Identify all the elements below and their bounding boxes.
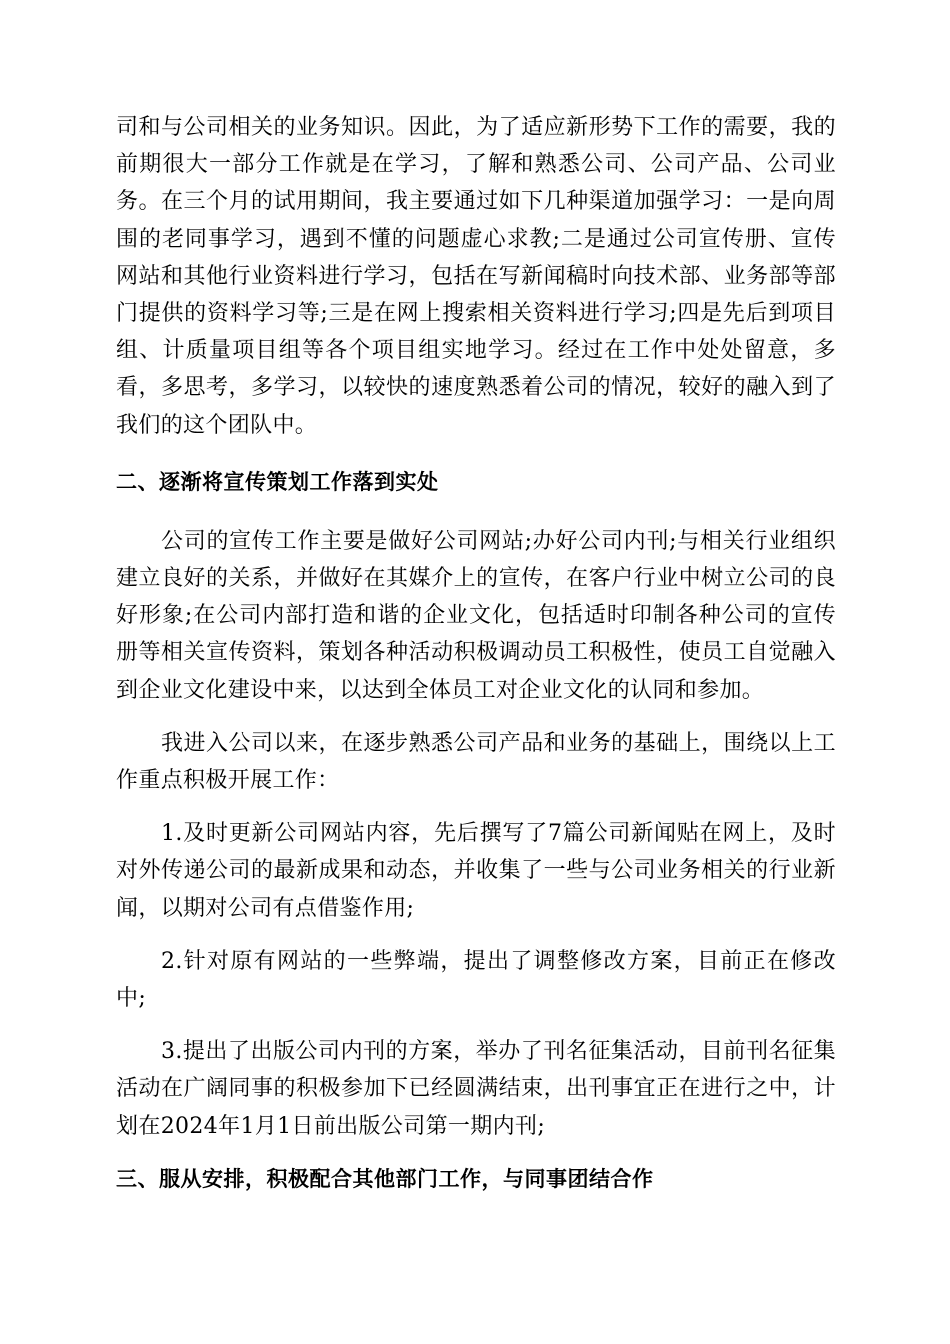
list-item-website-revision: 2.针对原有网站的一些弊端，提出了调整修改方案，目前正在修改中; <box>116 948 836 1012</box>
paragraph-work-focus: 我进入公司以来，在逐步熟悉公司产品和业务的基础上，围绕以上工作重点积极开展工作： <box>116 730 836 794</box>
section-heading-publicity: 二、逐渐将宣传策划工作落到实处 <box>116 469 439 494</box>
document-body <box>116 109 836 1220</box>
paragraph-publicity-work: 公司的宣传工作主要是做好公司网站;办好公司内刊;与相关行业组织建立良好的关系，并做好在其媒介上的宣传，在客户行业中树立公司的良好形象;在公司内部打造和谐的企业文化，包括适时印制各种公司的宣传册等相关宣传资料，策划各种活动积极调动员工积极性，使员工自觉融入到企业文化建设中来，以达到全体员工对企业文化的认同和参加。 <box>116 528 836 703</box>
paragraph-learning: 司和与公司相关的业务知识。因此，为了适应新形势下工作的需要，我的前期很大一部分工作就是在学习，了解和熟悉公司、公司产品、公司业务。在三个月的试用期间，我主要通过如下几种渠道加强学习：一是向周围的老同事学习，遇到不懂的问题虚心求教;二是通过公司宣传册、宣传网站和其他行业资料进行学习，包括在写新闻稿时向技术部、业务部等部门提供的资料学习等;三是在网上搜索相关资料进行学习;四是先后到项目组、计质量项目组等各个项目组实地学习。经过在工作中处处留意，多看，多思考，多学习，以较快的速度熟悉着公司的情况，较好的融入到了我们的这个团队中。 <box>116 115 836 438</box>
list-item-website-update: 1.及时更新公司网站内容，先后撰写了7篇公司新闻贴在网上，及时对外传递公司的最新成果和动态，并收集了一些与公司业务相关的行业新闻，以期对公司有点借鉴作用; <box>116 821 836 921</box>
section-heading-cooperation: 三、服从安排，积极配合其他部门工作，与同事团结合作 <box>116 1166 654 1191</box>
list-item-internal-journal: 3.提出了出版公司内刊的方案，举办了刊名征集活动，目前刊名征集活动在广阔同事的积极参加下已经圆满结束，出刊事宜正在进行之中，计划在2024年1月1日前出版公司第一期内刊; <box>116 1039 836 1139</box>
